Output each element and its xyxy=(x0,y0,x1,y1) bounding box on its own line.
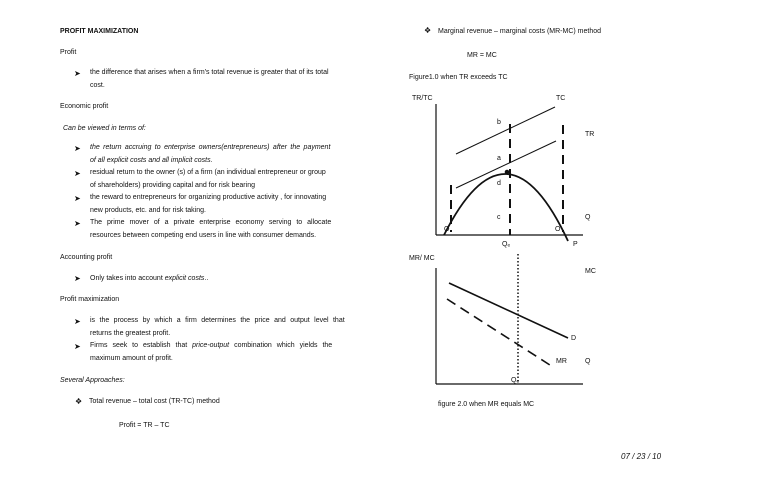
arrow-bullet-icon: ➤ xyxy=(74,274,81,283)
fig1-origin-label: O xyxy=(444,226,450,233)
economic-profit-heading: Economic profit xyxy=(60,103,109,110)
fig1-p-label: P xyxy=(573,241,578,248)
fig2-d-label: D xyxy=(571,335,577,342)
arrow-bullet-icon: ➤ xyxy=(74,69,81,78)
can-be-viewed-text: Can be viewed in terms of: xyxy=(63,125,146,132)
fig1-o-label: O xyxy=(555,226,561,233)
fig1-point-d-marker xyxy=(505,170,509,174)
footer-date: 07 / 23 / 10 xyxy=(621,452,662,461)
fig1-profit-curve xyxy=(444,174,568,241)
arrow-bullet-icon: ➤ xyxy=(74,194,81,203)
fig2-qe-label: Qₑ xyxy=(511,377,520,384)
fig1-point-c: c xyxy=(497,214,501,221)
fig2-mc-label: MC xyxy=(585,268,596,275)
arrow-bullet-icon: ➤ xyxy=(74,169,81,178)
diamond-bullet-icon: ❖ xyxy=(75,397,83,406)
economic-item: the reward to entrepreneurs for organizing productive activity , for innovating new products, etc. and for risk taking. xyxy=(90,194,327,214)
fig1-tc-curve xyxy=(456,107,555,154)
approach-mr-mc: Marginal revenue – marginal costs (MR-MC) method xyxy=(438,28,601,35)
page-title: PROFIT MAXIMIZATION xyxy=(60,28,139,35)
profit-definition: the difference that arises when a firm's total revenue is greater that of its total cost. xyxy=(90,69,329,89)
approach-tr-tc: Total revenue – total cost (TR-TC) method xyxy=(89,398,220,405)
fig1-y-axis-label: TR/TC xyxy=(412,95,433,102)
fig1-tr-line xyxy=(456,141,556,188)
figure2-caption: figure 2.0 when MR equals MC xyxy=(438,401,535,408)
fig1-tr-label: TR xyxy=(585,131,595,138)
fig2-mr-label: MR xyxy=(556,358,567,365)
accounting-profit-heading: Accounting profit xyxy=(60,254,113,261)
economic-item: residual return to the owner (s) of a firm (an individual entrepreneur or group of shareholders) providing capital and for risk bearing xyxy=(90,169,326,189)
figure2-graph xyxy=(436,254,583,384)
profit-heading: Profit xyxy=(60,49,77,56)
formula-profit: Profit = TR – TC xyxy=(119,422,170,429)
figure1-caption: Figure1.0 when TR exceeds TC xyxy=(409,74,508,81)
economic-item: The prime mover of a private enterprise economy serving to allocate resources between competing end users in line with consumer demands. xyxy=(90,219,332,239)
arrow-bullet-icon: ➤ xyxy=(74,317,81,326)
economic-item: the return accruing to enterprise owners(entrepreneurs) after the payment of all explicit costs and all implicit costs. xyxy=(90,144,331,164)
figure1-graph xyxy=(436,104,583,241)
arrow-bullet-icon: ➤ xyxy=(74,342,81,351)
fig2-mr-dashed xyxy=(447,299,553,367)
arrow-bullet-icon: ➤ xyxy=(74,144,81,153)
maximization-item: is the process by which a firm determines the price and output level that returns the greatest profit. xyxy=(90,317,345,337)
fig2-y-axis-label: MR/ MC xyxy=(409,255,435,262)
profit-maximization-heading: Profit maximization xyxy=(60,296,120,303)
fig1-point-a: a xyxy=(497,155,501,162)
fig1-point-d: d xyxy=(497,180,501,187)
fig1-point-b: b xyxy=(497,119,501,126)
diamond-bullet-icon: ❖ xyxy=(424,26,432,35)
fig1-tc-label: TC xyxy=(556,95,566,102)
accounting-item: Only takes into account explicit costs.. xyxy=(90,275,209,282)
arrow-bullet-icon: ➤ xyxy=(74,219,81,228)
several-approaches-heading: Several Approaches: xyxy=(60,377,125,384)
fig1-qe-label: Qₑ xyxy=(502,241,511,248)
maximization-item: Firms seek to establish that price-output combination which yields the maximum amount of profit. xyxy=(90,342,333,362)
fig2-q-label: Q xyxy=(585,358,591,365)
fig2-mc-curve xyxy=(449,283,568,338)
formula-mr-mc: MR = MC xyxy=(467,52,497,59)
fig1-q-label: Q xyxy=(585,214,591,221)
